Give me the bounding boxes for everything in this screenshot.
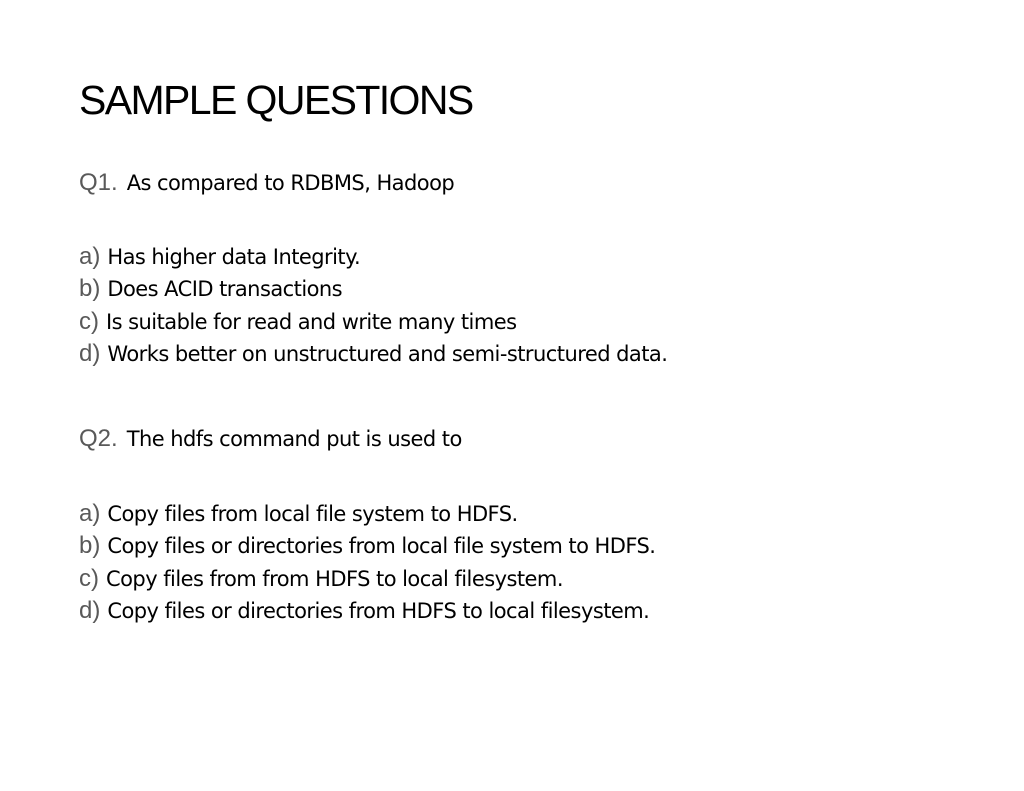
option-item: [79, 595, 655, 627]
question-2: [79, 422, 462, 459]
question-2-options: [79, 498, 655, 627]
question-text: As compared to RDBMS, Hadoop: [126, 171, 455, 195]
question-text: The hdfs command put is used to: [126, 427, 462, 451]
option-text: Works better on unstructured and semi-structured data.: [107, 341, 668, 366]
option-marker: b): [79, 532, 101, 560]
option-text: Copy files from from HDFS to local filesystem.: [106, 566, 563, 591]
option-marker: d): [79, 596, 101, 624]
option-text: Does ACID transactions: [107, 277, 343, 302]
option-marker: a): [79, 500, 101, 527]
option-item: [79, 338, 667, 370]
option-text: Copy files from local file system to HDFS.: [107, 502, 518, 526]
option-text: Copy files or directories from local file system to HDFS.: [107, 534, 656, 559]
option-item: [79, 530, 655, 562]
option-marker: b): [79, 275, 101, 303]
option-text: Copy files or directories from HDFS to local filesystem.: [107, 598, 650, 623]
option-item: [79, 241, 667, 273]
question-1-options: [79, 241, 667, 370]
option-text: Is suitable for read and write many times: [106, 309, 517, 334]
question-marker: Q1.: [79, 169, 118, 196]
option-item: [79, 273, 667, 305]
option-text: Has higher data Integrity.: [107, 245, 361, 269]
option-marker: c): [79, 564, 99, 592]
question-1: [79, 166, 454, 203]
option-item: [79, 563, 655, 595]
question-marker: Q2.: [79, 425, 118, 452]
option-marker: a): [79, 243, 101, 270]
option-marker: c): [79, 307, 99, 335]
slide-title: SAMPLE QUESTIONS: [79, 77, 473, 123]
option-marker: d): [79, 339, 101, 367]
option-item: [79, 498, 655, 530]
option-item: [79, 306, 667, 338]
